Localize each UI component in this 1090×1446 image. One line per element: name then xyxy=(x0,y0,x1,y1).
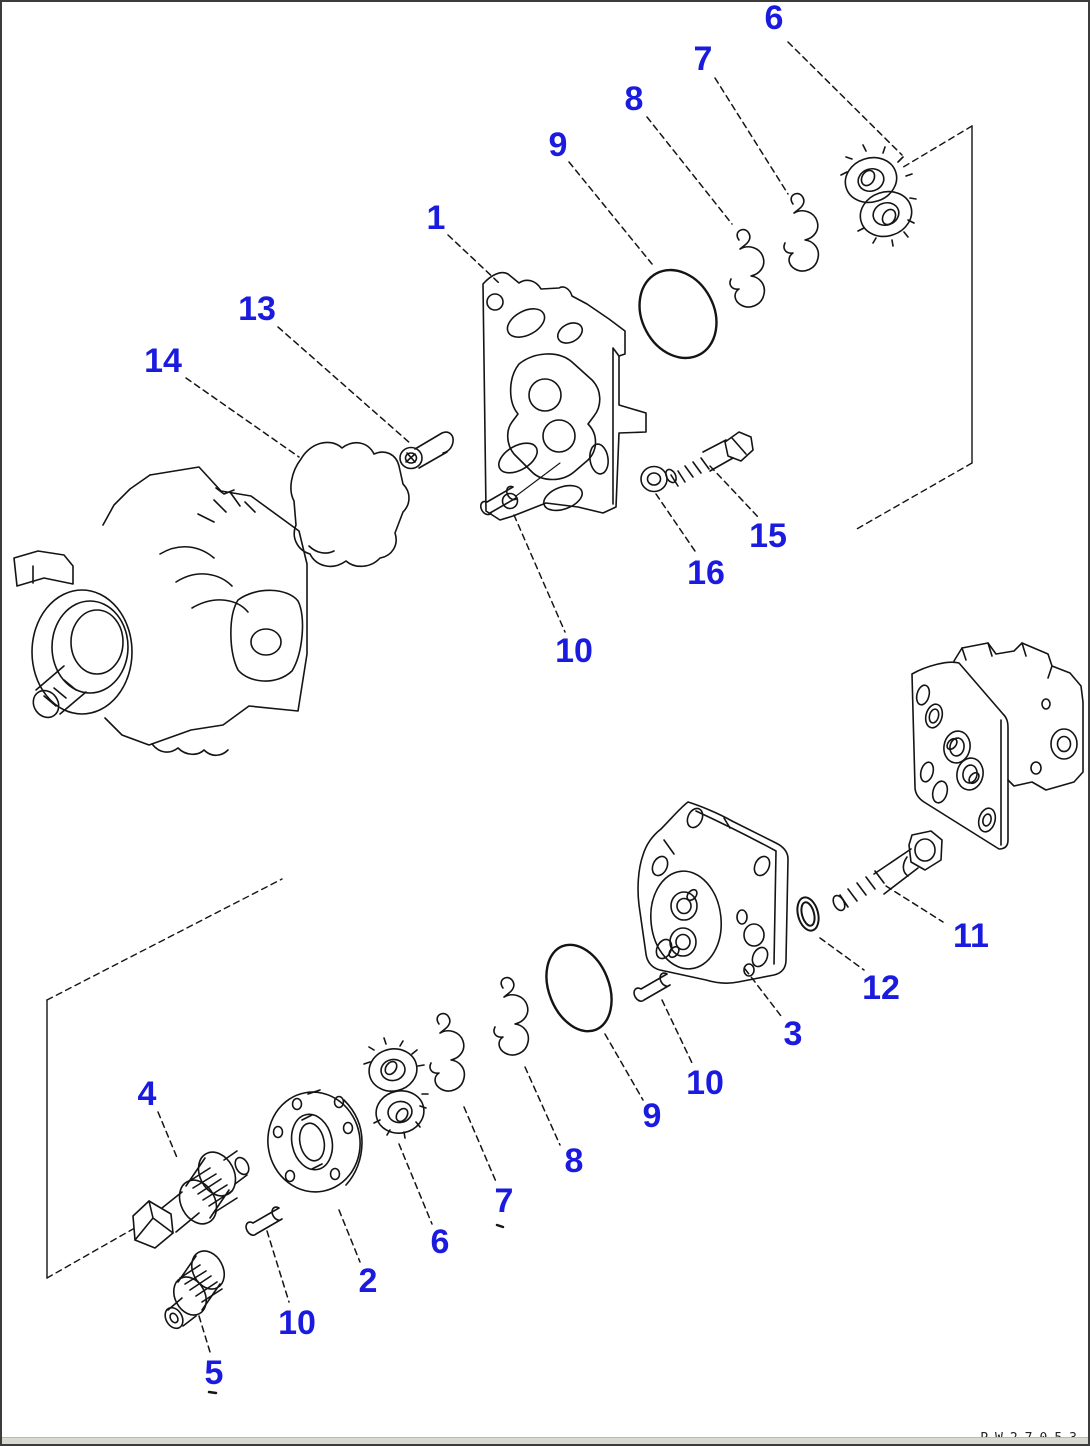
part-gear-5-ring xyxy=(168,1312,179,1324)
part-bolt-15-line xyxy=(671,458,709,486)
part-gear-set-6-top xyxy=(839,145,917,246)
group-frame-bottom-left-segment-2 xyxy=(47,1229,133,1278)
part-coupling-2-ring xyxy=(335,1097,344,1108)
leader-6-bottom xyxy=(399,1144,432,1224)
part-snapring-7-top-wire xyxy=(784,194,818,271)
leader-7-top xyxy=(715,78,788,194)
callout-11[interactable]: 11 xyxy=(953,917,989,955)
leader-9-top xyxy=(569,162,652,264)
part-snapring-8-top xyxy=(730,230,764,307)
part-oring-9-top xyxy=(625,256,732,371)
part-pump-housing-3 xyxy=(638,802,788,983)
part-gear-shaft-4 xyxy=(133,1146,252,1248)
part-bolt-15 xyxy=(664,432,753,486)
part-main-pump-assembly-line xyxy=(160,547,248,612)
part-gasket-14-line xyxy=(291,442,409,566)
part-rear-pump-assembly-ring xyxy=(941,729,972,765)
part-coupling-2-ring xyxy=(344,1123,353,1134)
part-cover-plate-1-line xyxy=(483,273,646,520)
leader-2 xyxy=(339,1210,360,1262)
part-gear-set-6-top-ring xyxy=(854,185,917,243)
part-bolt-15-line xyxy=(732,438,746,454)
part-washer-16-ring xyxy=(648,473,661,485)
group-frame-top-right-segment-2 xyxy=(855,463,972,530)
callout-7-bottom[interactable]: 7 xyxy=(494,1182,514,1220)
part-rear-pump-assembly-line xyxy=(962,643,1052,678)
leader-5 xyxy=(199,1316,210,1352)
part-gear-set-6-bottom-ring xyxy=(394,1106,410,1123)
part-rear-pump-assembly-ring xyxy=(919,761,936,783)
callout-2[interactable]: 2 xyxy=(358,1262,378,1300)
part-main-pump-assembly-line xyxy=(198,492,255,522)
part-plug-13-line xyxy=(406,453,415,462)
part-pump-housing-3-ring xyxy=(671,892,697,920)
part-coupling-2-line xyxy=(344,1100,362,1185)
part-snapring-7-bottom xyxy=(430,1014,464,1091)
leader-8-top xyxy=(647,117,732,224)
part-rear-pump-assembly-ring xyxy=(982,813,993,827)
part-gear-shaft-4-line xyxy=(133,1201,173,1248)
leader-10-bottom xyxy=(267,1231,289,1302)
leader-13 xyxy=(278,327,411,444)
group-leader-lines xyxy=(158,42,943,1352)
part-rear-pump-assembly-line xyxy=(954,643,1083,790)
stray-mark-0 xyxy=(497,1225,503,1227)
part-bolt-11 xyxy=(831,831,942,912)
part-pump-housing-3-ring xyxy=(649,854,670,878)
part-cover-plate-1-ring xyxy=(529,379,561,411)
bottom-strip xyxy=(2,1437,1088,1444)
part-bolt-11-ring xyxy=(915,839,935,861)
callout-14[interactable]: 14 xyxy=(144,342,182,380)
part-main-pump-assembly-ring xyxy=(251,629,281,655)
part-gear-set-6-bottom xyxy=(364,1038,428,1138)
leader-4 xyxy=(158,1112,178,1160)
part-gear-set-6-top-ring xyxy=(839,151,902,209)
leader-10-mid xyxy=(662,1000,693,1065)
callout-12[interactable]: 12 xyxy=(862,969,900,1007)
part-gear-set-6-bottom-ring xyxy=(372,1086,428,1137)
group-frames xyxy=(47,126,972,1278)
part-pump-housing-3-ring xyxy=(737,910,747,924)
stray-mark-1 xyxy=(209,1392,216,1393)
part-gear-set-6-top-line xyxy=(841,145,916,246)
part-coupling-2 xyxy=(260,1085,368,1199)
leader-12 xyxy=(820,938,864,970)
part-coupling-2-ring xyxy=(286,1171,295,1182)
part-cover-plate-1-ring xyxy=(540,481,585,515)
part-cover-plate-1-ring xyxy=(487,294,503,310)
leader-10-top xyxy=(514,515,565,632)
part-cover-plate-1-ring xyxy=(543,420,575,452)
leader-16 xyxy=(656,494,697,554)
group-frame-top-right xyxy=(855,126,972,530)
part-main-pump-assembly-line xyxy=(44,680,76,706)
part-rear-pump-assembly xyxy=(912,643,1083,849)
part-main-pump-assembly xyxy=(14,467,307,755)
part-main-pump-assembly-line xyxy=(105,467,307,745)
exploded-parts-diagram xyxy=(2,2,1090,1446)
part-oring-9-top-ring xyxy=(625,256,732,371)
part-cover-plate-1-ring xyxy=(588,443,610,475)
part-rear-pump-assembly-ring xyxy=(915,684,932,706)
part-main-pump-assembly-line xyxy=(231,590,303,681)
part-bolt-11-line xyxy=(909,831,942,870)
group-frame-bottom-left-segment-1 xyxy=(47,879,282,1000)
leader-7-bottom xyxy=(464,1107,497,1184)
part-snapring-8-bottom-wire xyxy=(494,978,528,1055)
part-rear-pump-assembly-ring xyxy=(945,737,959,751)
part-rear-pump-assembly-ring xyxy=(930,780,949,805)
leader-9-bottom xyxy=(605,1034,643,1100)
part-oring-9-bottom xyxy=(534,935,623,1041)
callout-5[interactable]: 5 xyxy=(204,1354,224,1392)
part-snapring-7-top xyxy=(784,194,818,271)
part-snapring-8-bottom xyxy=(494,978,528,1055)
part-cover-plate-1-ring xyxy=(554,319,585,347)
leader-8-bottom xyxy=(525,1067,560,1145)
callout-6-bottom[interactable]: 6 xyxy=(430,1223,450,1261)
callout-9-top[interactable]: 9 xyxy=(548,126,568,164)
part-rear-pump-assembly-ring xyxy=(928,708,940,724)
leader-11 xyxy=(886,886,943,922)
part-oring-12-ring xyxy=(794,895,822,933)
part-gear-5-ring xyxy=(162,1304,187,1331)
part-coupling-2-ring xyxy=(331,1169,340,1180)
part-gear-set-6-bottom-line xyxy=(364,1038,428,1138)
part-gear-set-6-top-ring xyxy=(880,207,898,227)
part-bolt-11-ring xyxy=(831,894,847,913)
part-main-pump-assembly-line xyxy=(152,744,228,755)
callout-10-bottom[interactable]: 10 xyxy=(278,1304,316,1342)
part-pin-10-bottom-line xyxy=(246,1207,282,1235)
part-coupling-2-ring xyxy=(296,1121,327,1163)
part-gear-shaft-4-line xyxy=(135,1201,173,1240)
leader-14 xyxy=(186,378,299,457)
part-pump-housing-3-ring xyxy=(744,924,764,946)
callout-8-top[interactable]: 8 xyxy=(624,80,644,118)
part-gear-5 xyxy=(162,1245,231,1331)
part-bolt-11-line xyxy=(874,849,918,894)
group-frame-bottom-left xyxy=(47,879,282,1278)
callout-10-mid[interactable]: 10 xyxy=(686,1064,724,1102)
group-parts xyxy=(14,145,1083,1332)
part-washer-16-ring xyxy=(641,467,667,492)
part-cover-plate-1-line xyxy=(508,354,600,480)
callout-7-top[interactable]: 7 xyxy=(693,40,713,78)
callout-8-bottom[interactable]: 8 xyxy=(564,1142,584,1180)
callout-15[interactable]: 15 xyxy=(749,517,787,555)
leader-6-top xyxy=(788,42,902,155)
part-pin-10-mid-line xyxy=(634,973,670,1001)
part-rear-pump-assembly-ring xyxy=(923,702,945,729)
part-coupling-2-ring xyxy=(274,1127,283,1138)
part-pin-10-mid xyxy=(634,973,670,1001)
part-coupling-2-ring xyxy=(293,1099,302,1110)
part-washer-16 xyxy=(641,467,667,492)
leader-15 xyxy=(710,466,759,518)
part-cover-plate-1-line xyxy=(613,348,619,504)
part-coupling-2-ring xyxy=(260,1085,368,1199)
part-plug-13 xyxy=(400,432,453,468)
part-main-pump-assembly-ring xyxy=(71,610,123,674)
part-cover-plate-1-ring xyxy=(503,303,550,343)
part-pump-housing-3-line xyxy=(664,818,730,854)
part-rear-pump-assembly-ring xyxy=(954,756,985,792)
part-pump-housing-3-ring xyxy=(751,854,772,878)
group-frame-top-right-segment-1 xyxy=(900,126,972,169)
part-gear-set-6-top-ring xyxy=(859,168,877,188)
callout-13[interactable]: 13 xyxy=(238,290,276,328)
part-oring-12 xyxy=(794,895,822,933)
part-coupling-2-ring xyxy=(287,1110,338,1173)
callout-10-top[interactable]: 10 xyxy=(555,632,593,670)
part-gasket-14 xyxy=(291,442,409,566)
part-gear-set-6-bottom-ring xyxy=(365,1044,421,1095)
part-oring-9-bottom-ring xyxy=(534,935,623,1041)
part-rear-pump-assembly-ring xyxy=(1051,729,1077,759)
callout-16[interactable]: 16 xyxy=(687,554,725,592)
part-pin-10-bottom xyxy=(246,1207,282,1235)
part-rear-pump-assembly-ring xyxy=(1042,699,1050,709)
part-pump-housing-3-line xyxy=(696,811,776,964)
part-main-pump-assembly-line xyxy=(103,475,150,525)
callout-3[interactable]: 3 xyxy=(783,1015,803,1053)
part-rear-pump-assembly-ring xyxy=(1058,737,1071,752)
callout-1[interactable]: 1 xyxy=(426,199,446,237)
part-pump-housing-3-ring xyxy=(670,928,696,956)
callout-6-top[interactable]: 6 xyxy=(764,2,784,37)
part-rear-pump-assembly-ring xyxy=(976,806,998,833)
part-snapring-7-bottom-wire xyxy=(430,1014,464,1091)
part-rear-pump-assembly-ring xyxy=(1031,762,1041,774)
part-cover-plate-1 xyxy=(483,273,646,520)
part-main-pump-assembly-ring xyxy=(52,601,128,693)
part-pump-housing-3-ring xyxy=(684,806,705,830)
part-main-pump-assembly-line xyxy=(14,551,73,586)
part-bolt-11-line xyxy=(840,871,884,907)
part-snapring-8-top-wire xyxy=(730,230,764,307)
part-bolt-11-line xyxy=(903,857,908,876)
callout-4[interactable]: 4 xyxy=(137,1075,157,1113)
part-gasket-14-line xyxy=(309,546,334,553)
callout-9-bottom[interactable]: 9 xyxy=(642,1097,662,1135)
